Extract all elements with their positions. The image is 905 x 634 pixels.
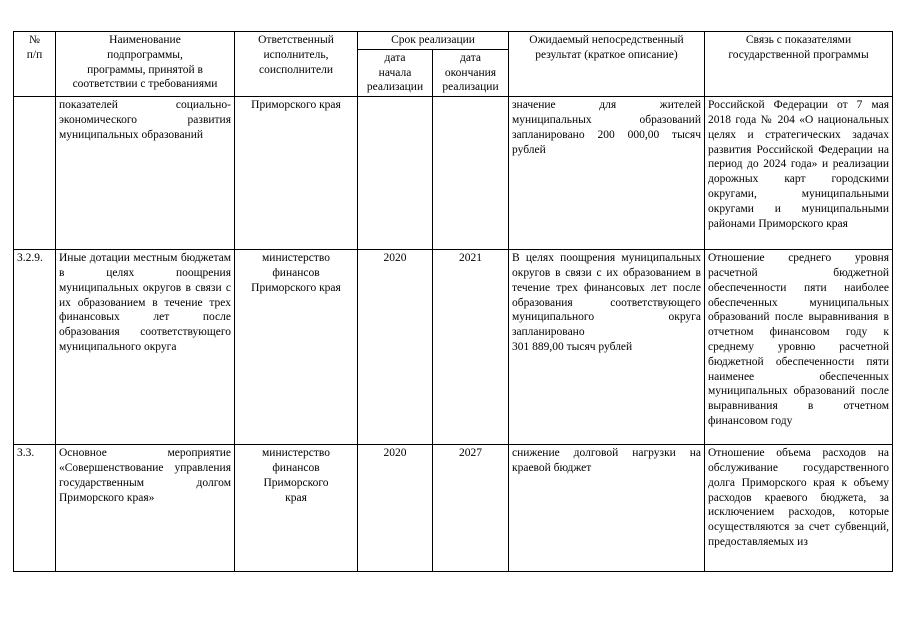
row-result: В целях поощрения муниципальных округов в связи с их образованием в течение трех финансовых лет после образования соответствующего муниципального округа запланировано 301 889,00 тысяч рублей xyxy=(509,250,705,445)
header-result: Ожидаемый непосредственный результат (краткое описание) xyxy=(509,32,705,97)
row-name: Основное мероприятие «Совершенствование управления государственным долгом Приморского края» xyxy=(56,445,235,572)
row-num: 3.3. xyxy=(14,445,56,572)
row-link: Отношение объема расходов на обслуживание государственного долга Приморского края к объему расходов краевого бюджета, за исключением расходов, которые осуществляются за счет субвенций, предоставляемых из xyxy=(705,445,893,572)
header-end: дата окончания реализации xyxy=(433,49,509,96)
row-name: показателей социально-экономического развития муниципальных образований xyxy=(56,97,235,250)
row-num xyxy=(14,97,56,250)
row-executor: министерство финансов Приморского края xyxy=(235,250,358,445)
row-end: 2027 xyxy=(433,445,509,572)
header-num: № п/п xyxy=(14,32,56,97)
header-row xyxy=(14,32,893,50)
header-executor: Ответственный исполнитель, соисполнители xyxy=(235,32,358,97)
header-start: дата начала реализации xyxy=(358,49,433,96)
table-row xyxy=(14,445,893,572)
row-name: Иные дотации местным бюджетам в целях поощрения муниципальных округов в связи с их образованием в течение трех финансовых лет после образования соответствующего муниципального округа xyxy=(56,250,235,445)
row-start xyxy=(358,97,433,250)
row-result: снижение долговой нагрузки на краевой бюджет xyxy=(509,445,705,572)
row-executor: Приморского края xyxy=(235,97,358,250)
row-executor: министерство финансов Приморского края xyxy=(235,445,358,572)
header-period: Срок реализации xyxy=(358,32,509,50)
program-table xyxy=(13,31,893,572)
table-row xyxy=(14,250,893,445)
row-link: Российской Федерации от 7 мая 2018 года № 204 «О национальных целях и стратегических задачах развития Российской Федерации на период до 2024 года» и реализации дорожных карт городскими округами, муниципальными округами и муниципальными районами Приморского края xyxy=(705,97,893,250)
table-row xyxy=(14,97,893,250)
header-name: Наименование подпрограммы, программы, принятой в соответствии с требованиями xyxy=(56,32,235,97)
row-start: 2020 xyxy=(358,250,433,445)
row-end xyxy=(433,97,509,250)
row-end: 2021 xyxy=(433,250,509,445)
header-link: Связь с показателями государственной программы xyxy=(705,32,893,97)
row-num: 3.2.9. xyxy=(14,250,56,445)
row-start: 2020 xyxy=(358,445,433,572)
row-link: Отношение среднего уровня расчетной бюджетной обеспеченности пяти наиболее обеспеченных муниципальных образований после выравнивания в отчетном финансовом году к среднему уровню расчетной бюджетной обеспеченности пяти наименее обеспеченных муниципальных образований после выравнивания в отчетном финансовом году xyxy=(705,250,893,445)
row-result: значение для жителей муниципальных образований запланировано 200 000,00 тысяч рублей xyxy=(509,97,705,250)
